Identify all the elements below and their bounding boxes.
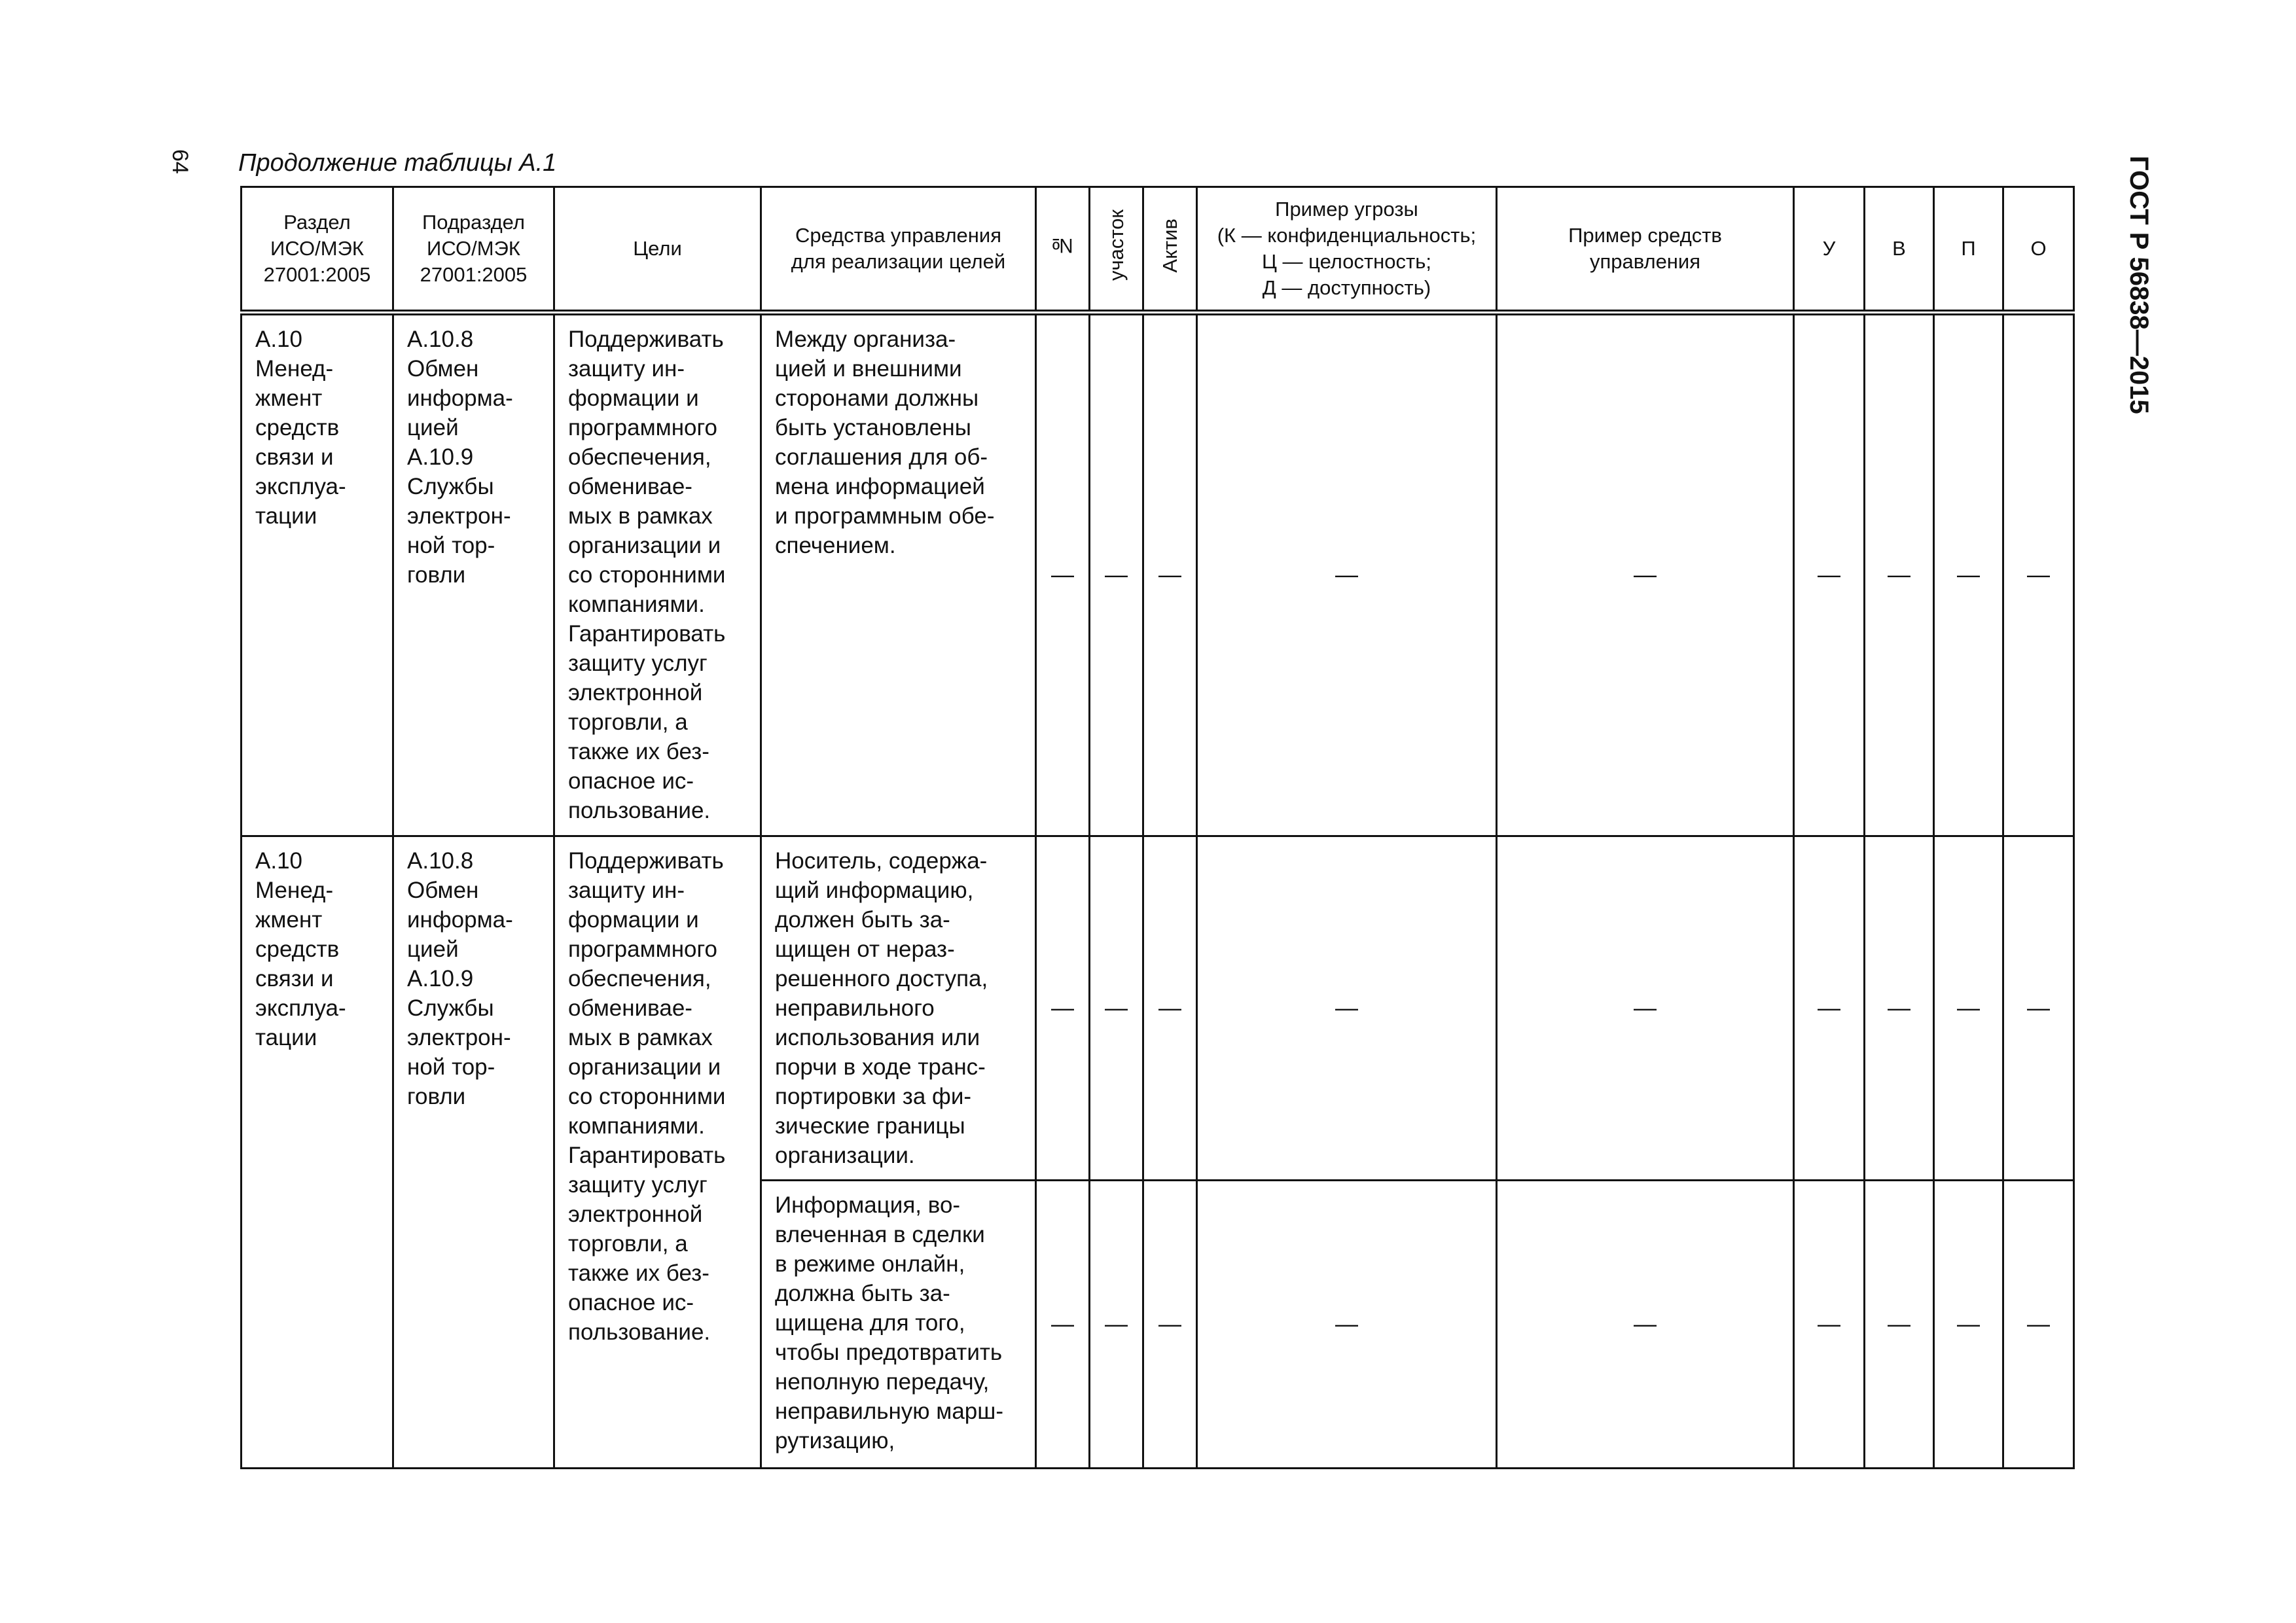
cell-u: — [1794, 836, 1865, 1181]
cell-threat: — [1197, 1181, 1497, 1469]
header-goals: Цели [554, 187, 761, 313]
header-v: В [1865, 187, 1934, 313]
cell-goals: Поддерживать защиту ин- формации и программного обеспечения, обменивае- мых в рамках организации и со сторонними компаниями. Гарантировать защиту услуг электронной торговли, а также их без- опасное ис- пользование. [554, 836, 761, 1469]
header-asset-text: Актив [1158, 218, 1181, 273]
cell-subsection: А.10.8 Обмен информа- цией А.10.9 Службы электрон- ной тор- говли [393, 313, 554, 836]
header-site-text: участок [1104, 209, 1128, 281]
table-caption: Продолжение таблицы А.1 [238, 149, 557, 177]
header-controls: Средства управления для реализации целей [761, 187, 1036, 313]
header-asset [1143, 187, 1197, 313]
cell-controls: Между организа- цией и внешними сторонами должны быть установлены соглашения для об- мена информацией и программным обе- спечением. [761, 313, 1036, 836]
cell-section: А.10 Менед- жмент средств связи и эксплуа- тации [242, 313, 393, 836]
header-num [1036, 187, 1090, 313]
cell-asset: — [1143, 836, 1197, 1181]
cell-num: — [1036, 836, 1090, 1181]
cell-site: — [1090, 836, 1143, 1181]
controls-table [240, 186, 2075, 1469]
cell-p: — [1934, 836, 2003, 1181]
cell-asset: — [1143, 313, 1197, 836]
table-row [242, 313, 2074, 836]
cell-section: А.10 Менед- жмент средств связи и эксплуа- тации [242, 836, 393, 1469]
cell-site: — [1090, 313, 1143, 836]
cell-v: — [1865, 836, 1934, 1181]
cell-example-controls: — [1497, 313, 1794, 836]
header-row [242, 187, 2074, 313]
page-number: 64 [168, 149, 192, 174]
cell-o: — [2003, 836, 2074, 1181]
header-num-text: № [1050, 234, 1074, 257]
cell-goals: Поддерживать защиту ин- формации и программного обеспечения, обменивае- мых в рамках организации и со сторонними компаниями. Гарантировать защиту услуг электронной торговли, а также их без- опасное ис- пользование. [554, 313, 761, 836]
cell-v: — [1865, 1181, 1934, 1469]
cell-asset: — [1143, 1181, 1197, 1469]
cell-threat: — [1197, 313, 1497, 836]
cell-num: — [1036, 313, 1090, 836]
cell-subsection: А.10.8 Обмен информа- цией А.10.9 Службы электрон- ной тор- говли [393, 836, 554, 1469]
cell-example-controls: — [1497, 836, 1794, 1181]
standard-code: ГОСТ Р 56838—2015 [2125, 156, 2153, 414]
cell-num: — [1036, 1181, 1090, 1469]
header-site [1090, 187, 1143, 313]
cell-threat: — [1197, 836, 1497, 1181]
header-p: П [1934, 187, 2003, 313]
cell-example-controls: — [1497, 1181, 1794, 1469]
header-example-controls: Пример средств управления [1497, 187, 1794, 313]
cell-controls: Информация, во- влеченная в сделки в режиме онлайн, должна быть за- щищена для того, чтобы предотвратить неполную передачу, неправильную марш- рутизацию, [761, 1181, 1036, 1469]
cell-v: — [1865, 313, 1934, 836]
cell-u: — [1794, 1181, 1865, 1469]
cell-p: — [1934, 1181, 2003, 1469]
cell-controls: Носитель, содержа- щий информацию, должен быть за- щищен от нераз- решенного доступа, неправильного использования или порчи в ходе транс- портировки за фи- зические границы организации. [761, 836, 1036, 1181]
header-u: У [1794, 187, 1865, 313]
table-row [242, 836, 2074, 1181]
cell-u: — [1794, 313, 1865, 836]
cell-p: — [1934, 313, 2003, 836]
header-subsection: Подраздел ИСО/МЭК 27001:2005 [393, 187, 554, 313]
header-section: Раздел ИСО/МЭК 27001:2005 [242, 187, 393, 313]
cell-site: — [1090, 1181, 1143, 1469]
cell-o: — [2003, 313, 2074, 836]
cell-o: — [2003, 1181, 2074, 1469]
header-threat: Пример угрозы (К — конфиденциальность; Ц — целостность; Д — доступность) [1197, 187, 1497, 313]
header-o: О [2003, 187, 2074, 313]
